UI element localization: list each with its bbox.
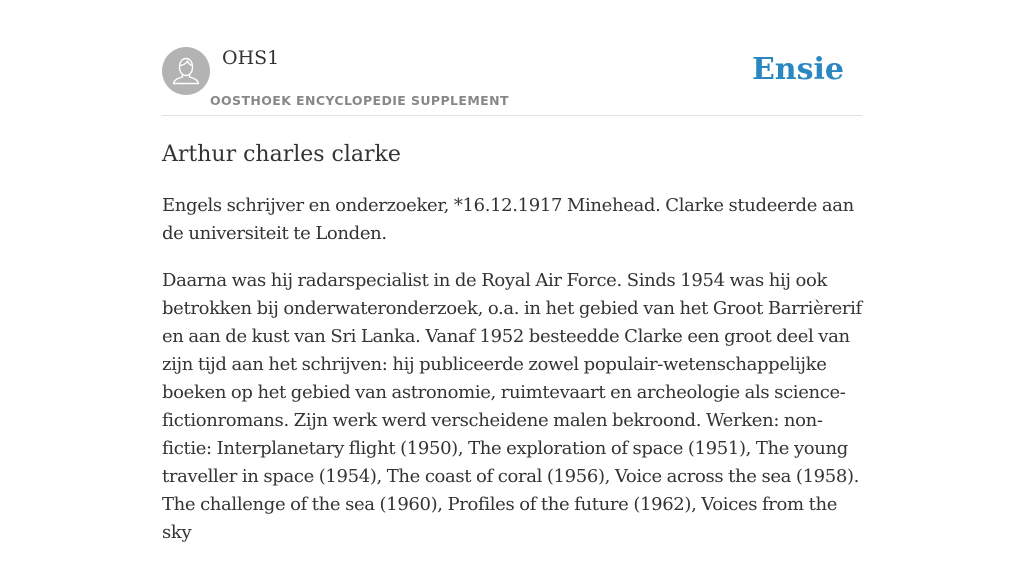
author-name[interactable]: OHS1 <box>222 47 280 69</box>
brand-logo[interactable]: Ensie <box>751 52 844 87</box>
article-title: Arthur charles clarke <box>162 142 401 167</box>
article-paragraph: Engels schrijver en onderzoeker, *16.12.1917 Minehead. Clarke studeerde aan de universiteit te Londen. <box>162 195 854 244</box>
source-label[interactable]: OOSTHOEK ENCYCLOPEDIE SUPPLEMENT <box>210 93 509 108</box>
page <box>162 0 862 543</box>
user-silhouette-icon <box>162 47 210 95</box>
article-body <box>162 192 862 566</box>
article-header <box>162 0 862 116</box>
avatar[interactable] <box>162 47 210 95</box>
article-paragraph: Daarna was hij radarspecialist in de Royal Air Force. Sinds 1954 was hij ook betrokken bij onderwateronderzoek, o.a. in het gebied van het Groot Barrièrerif en aan de kust van Sri Lanka. Vanaf 1952 besteedde Clarke een groot deel van zijn tijd aan het schrijven: hij publiceerde zowel populair-wetenschappelijke boeken op het gebied van astronomie, ruimtevaart en archeologie als science-fictionromans. Zijn werk werd verscheidene malen bekroond. Werken: non-fictie: Interplanetary flight (1950), The exploration of space (1951), The young traveller in space (1954), The coast of coral (1956), Voice across the sea (1958). The challenge of the sea (1960), Profiles of the future (1962), Voices from the sky <box>162 270 862 543</box>
